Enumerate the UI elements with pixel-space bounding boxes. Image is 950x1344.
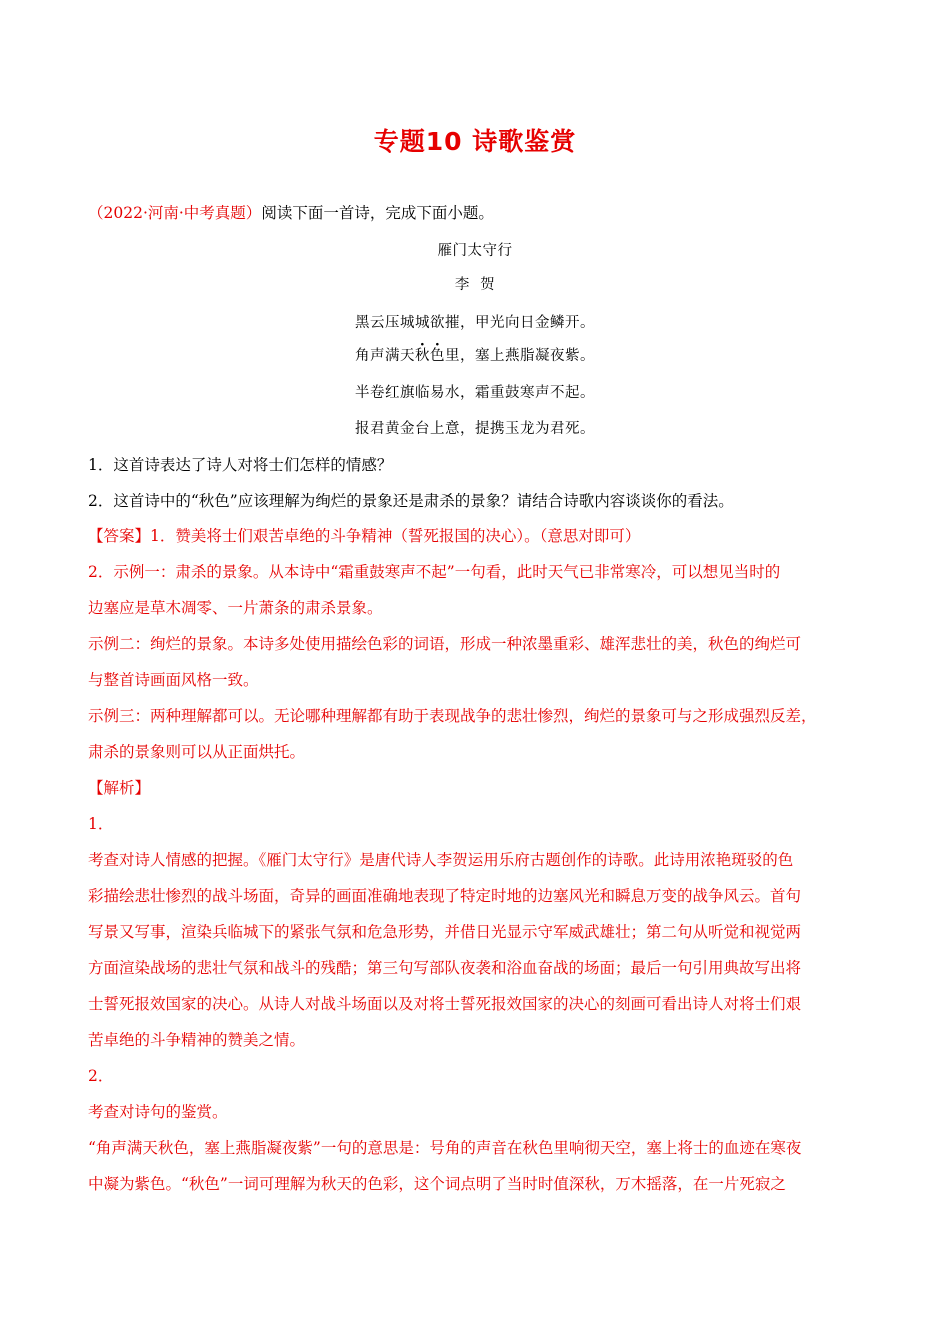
poem-title: 雁门太守行 <box>437 243 513 259</box>
analysis-2-line-3: 中凝为紫色。“秋色”一词可理解为秋天的色彩，这个词点明了当时时值深秋，万木摇落，在一片死寂之 <box>88 1175 786 1193</box>
source-label: （2022·河南·中考真题） <box>88 204 262 222</box>
emphasis-char-qiu: 秋 <box>415 348 430 364</box>
answer-1: 【答案】1．赞美将士们艰苦卓绝的斗争精神（誓死报国的决心）。（意思对即可） <box>88 527 641 545</box>
analysis-1-line-3: 写景又写事，渲染兵临城下的紧张气氛和危急形势，并借日光显示守军威武雄壮；第二句从听觉和视觉两 <box>88 923 802 941</box>
analysis-1-line-4: 方面渲染战场的悲壮气氛和战斗的残酷；第三句写部队夜袭和浴血奋战的场面；最后一句引用典故写出将 <box>88 959 802 977</box>
answer-2-line-1: 2．示例一：肃杀的景象。从本诗中“霜重鼓寒声不起”一句看，此时天气已非常寒冷，可以想见当时的 <box>88 563 781 581</box>
analysis-2-line-2: “角声满天秋色，塞上燕脂凝夜紫”一句的意思是：号角的声音在秋色里响彻天空，塞上将士的血迹在寒夜 <box>88 1139 802 1157</box>
analysis-label: 【解析】 <box>88 779 151 797</box>
poem-line-1: 黑云压城城欲摧，甲光向日金鳞开。 <box>355 315 595 331</box>
analysis-number-1: 1． <box>88 815 114 833</box>
answer-2-line-5: 示例三：两种理解都可以。无论哪种理解都有助于表现战争的悲壮惨烈，绚烂的景象可与之形成强烈反差， <box>88 707 817 725</box>
analysis-1-line-6: 苦卓绝的斗争精神的赞美之情。 <box>88 1031 306 1049</box>
analysis-2-line-1: 考查对诗句的鉴赏。 <box>88 1103 228 1121</box>
analysis-number-2: 2． <box>88 1067 114 1085</box>
poem-line-3: 半卷红旗临易水，霜重鼓寒声不起。 <box>355 385 595 401</box>
poem-author: 李 贺 <box>454 277 496 293</box>
answer-2-line-3: 示例二：绚烂的景象。本诗多处使用描绘色彩的词语，形成一种浓墨重彩、雄浑悲壮的美，秋色的绚烂可 <box>88 635 802 653</box>
poem-line-4: 报君黄金台上意，提携玉龙为君死。 <box>355 421 595 437</box>
question-2: 2．这首诗中的“秋色”应该理解为绚烂的景象还是肃杀的景象？请结合诗歌内容谈谈你的看法。 <box>88 492 734 510</box>
page-title: 专题10 诗歌鉴赏 <box>373 127 577 156</box>
intro-text: 阅读下面一首诗，完成下面小题。 <box>261 204 494 222</box>
emphasis-char-se: 色 <box>430 348 445 364</box>
poem-line-2-start: 角声满天 <box>355 348 415 364</box>
answer-2-line-6: 肃杀的景象则可以从正面烘托。 <box>88 743 306 761</box>
analysis-1-line-5: 士誓死报效国家的决心。从诗人对战斗场面以及对将士誓死报效国家的决心的刻画可看出诗人对将士们艰 <box>88 995 802 1013</box>
poem-line-2-end: 里，塞上燕脂凝夜紫。 <box>445 348 595 364</box>
answer-2-line-2: 边塞应是草木凋零、一片萧条的肃杀景象。 <box>88 599 383 617</box>
question-1: 1．这首诗表达了诗人对将士们怎样的情感？ <box>88 456 393 474</box>
answer-2-line-4: 与整首诗画面风格一致。 <box>88 671 259 689</box>
analysis-1-line-1: 考查对诗人情感的把握。《雁门太守行》是唐代诗人李贺运用乐府古题创作的诗歌。此诗用浓艳斑驳的色 <box>88 851 794 869</box>
question-intro <box>88 202 868 224</box>
poem-line-2 <box>0 345 950 367</box>
analysis-1-line-2: 彩描绘悲壮惨烈的战斗场面，奇异的画面准确地表现了特定时地的边塞风光和瞬息万变的战争风云。首句 <box>88 887 802 905</box>
